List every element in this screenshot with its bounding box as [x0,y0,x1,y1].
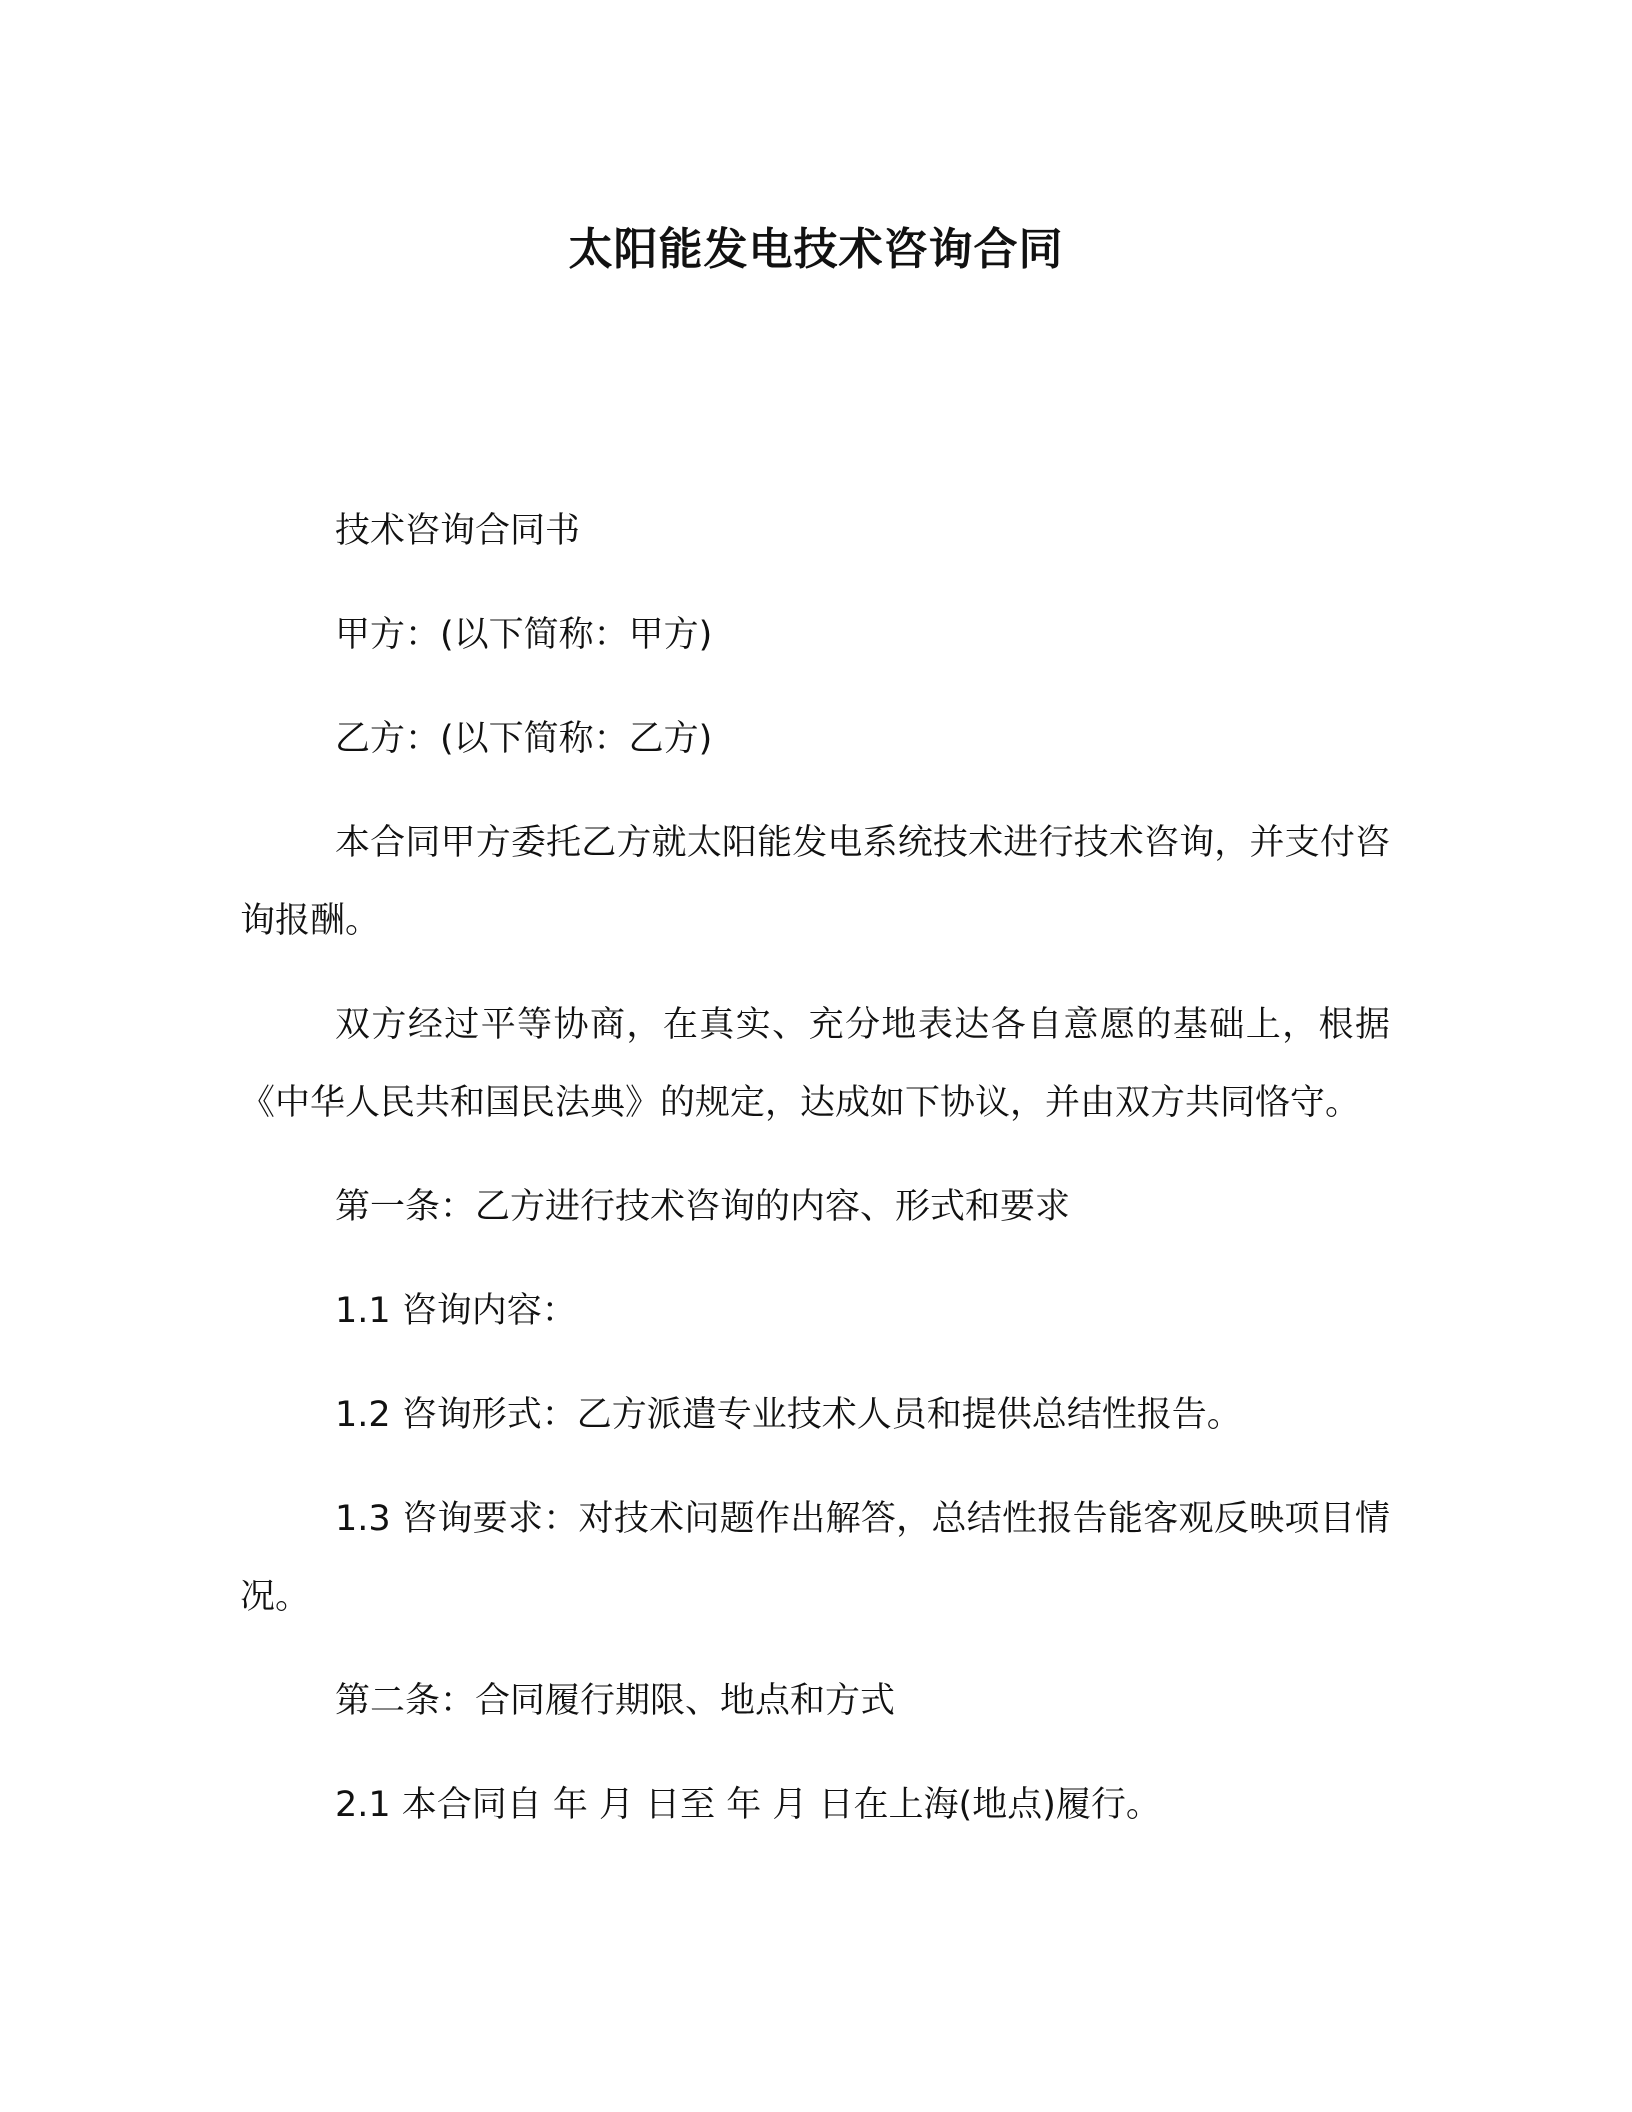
article-2-heading: 第二条：合同履行期限、地点和方式 [335,1681,896,1721]
heading-contract-book: 技术咨询合同书 [335,511,581,551]
clause-1-3: 1.3 咨询要求：对技术问题作出解答，总结性报告能客观反映项目情况。 [240,1499,1390,1617]
clause-2-1: 2.1 本合同自 年 月 日至 年 月 日在上海(地点)履行。 [335,1785,1161,1825]
party-a-line: 甲方：(以下简称：甲方) [335,615,713,655]
intro-paragraph: 本合同甲方委托乙方就太阳能发电系统技术进行技术咨询，并支付咨询报酬。 [240,823,1390,941]
document-body [240,492,1390,1870]
article-1-heading: 第一条：乙方进行技术咨询的内容、形式和要求 [335,1187,1071,1227]
clause-1-1: 1.1 咨询内容： [335,1291,577,1331]
clause-1-2: 1.2 咨询形式：乙方派遣专业技术人员和提供总结性报告。 [335,1395,1242,1435]
document-title: 太阳能发电技术咨询合同 [568,224,1064,275]
agreement-paragraph: 双方经过平等协商，在真实、充分地表达各自意愿的基础上，根据《中华人民共和国民法典》的规定，达成如下协议，并由双方共同恪守。 [240,1005,1390,1123]
party-b-line: 乙方：(以下简称：乙方) [335,719,713,759]
